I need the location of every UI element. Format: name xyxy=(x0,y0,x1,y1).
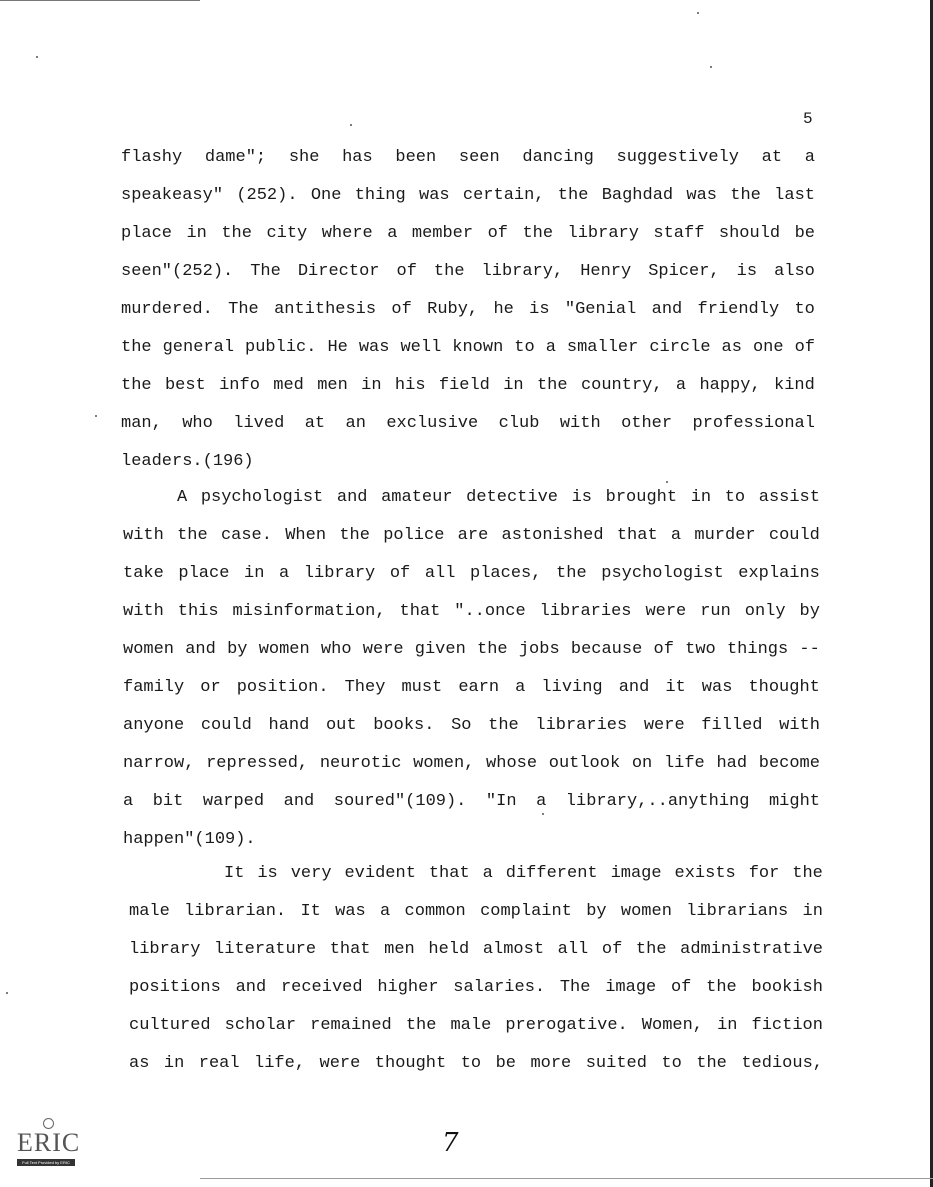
text-line: a bit warped and soured"(109). "In a library,..anything might xyxy=(123,792,820,811)
text-line: place in the city where a member of the library staff should be xyxy=(121,224,815,243)
text-line: take place in a library of all places, the psychologist explains xyxy=(123,564,820,583)
text-line: A psychologist and amateur detective is brought in to assist xyxy=(177,488,820,507)
scan-bottom-rule xyxy=(200,1178,933,1179)
text-line: the best info med men in his field in the country, a happy, kind xyxy=(121,376,815,395)
footer-page-number: 7 xyxy=(442,1128,459,1158)
text-line: murdered. The antithesis of Ruby, he is "Genial and friendly to xyxy=(121,300,815,319)
text-line: as in real life, were thought to be more suited to the tedious, xyxy=(129,1054,823,1073)
text-line: with this misinformation, that "..once libraries were run only by xyxy=(123,602,820,621)
text-line: man, who lived at an exclusive club with other professional xyxy=(121,414,815,433)
text-line: leaders.(196) xyxy=(121,452,254,471)
scan-speck xyxy=(666,481,668,483)
text-line: the general public. He was well known to a smaller circle as one of xyxy=(121,338,815,357)
scan-speck xyxy=(710,66,712,68)
text-line: anyone could hand out books. So the libraries were filled with xyxy=(123,716,820,735)
text-line: happen"(109). xyxy=(123,830,256,849)
scan-speck xyxy=(36,56,38,58)
eric-logo-text: ERIC xyxy=(17,1128,81,1157)
scan-top-rule xyxy=(0,0,200,1)
scan-speck xyxy=(697,12,699,14)
text-line: speakeasy" (252). One thing was certain, the Baghdad was the last xyxy=(121,186,815,205)
text-line: with the case. When the police are astonished that a murder could xyxy=(123,526,820,545)
text-line: women and by women who were given the jobs because of two things -- xyxy=(123,640,820,659)
text-line: male librarian. It was a common complaint by women librarians in xyxy=(129,902,823,921)
text-line: cultured scholar remained the male prerogative. Women, in fiction xyxy=(129,1016,823,1035)
text-line: library literature that men held almost all of the administrative xyxy=(129,940,823,959)
text-line: seen"(252). The Director of the library, Henry Spicer, is also xyxy=(121,262,815,281)
scan-speck xyxy=(95,415,97,417)
eric-logo-tagline: Full Text Provided by ERIC xyxy=(17,1159,75,1166)
text-line: It is very evident that a different image exists for the xyxy=(224,864,823,883)
text-line: family or position. They must earn a living and it was thought xyxy=(123,678,820,697)
scan-speck xyxy=(6,992,8,994)
text-line: positions and received higher salaries. The image of the bookish xyxy=(129,978,823,997)
page-number: 5 xyxy=(803,110,813,128)
eric-logo xyxy=(17,1118,79,1170)
scan-speck xyxy=(350,124,352,126)
text-line: narrow, repressed, neurotic women, whose outlook on life had become xyxy=(123,754,820,773)
text-line: flashy dame"; she has been seen dancing suggestively at a xyxy=(121,148,815,167)
scan-speck xyxy=(542,813,544,815)
